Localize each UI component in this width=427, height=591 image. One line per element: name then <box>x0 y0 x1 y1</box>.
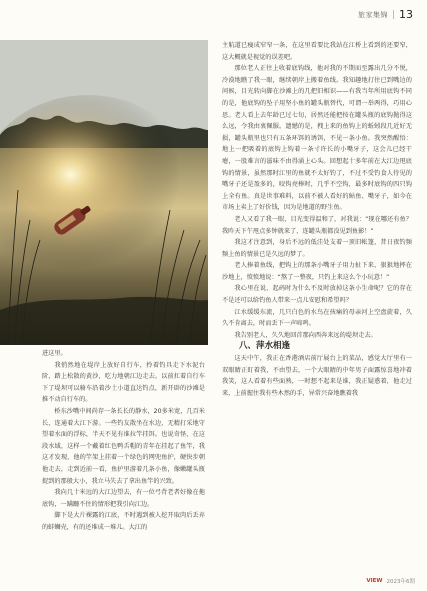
paragraph: 老人又看了我一眼，目光变得温和了，对我说：“现在哪还有鱼？我昨天下午甩点多钟就来了，连罐头瓶都没见到鱼影！” <box>222 215 412 235</box>
page-footer <box>366 577 415 585</box>
section-heading: 八、萍水相逢 <box>239 341 291 352</box>
page-header <box>358 8 413 21</box>
paragraph: 这天中午，我正在香港酒店前厅展台上的菜品，感觉大厅里有一双眼睛正盯着我，不由望去，一个大眼睛的中年男子面露惊喜地冲着我笑，这人看着有些面熟，一时想不起来是谁，我正疑惑着，他走过来，上前握住我有些木然的手，异常兴奋地瞧着我 <box>222 355 412 397</box>
issue-label: 2023年6期 <box>386 579 415 585</box>
river-sunset-photo <box>0 40 208 345</box>
paragraph: 我向几十米远的大江边望去，有一位弓背老者好像在拖底钩，一蹒跚不住的情形把我引向江边。 <box>42 489 205 508</box>
paragraph: 我悄然地在堤岸上放好自行车，拎着钓具走下水泥台阶，踏上松散的黄沙，吃力地朝江边走去。以前扛着自行车下了堤坝可以骑车沿着沙土小道直达钓点，新开辟的沙滩是推不动自行车的。 <box>42 361 205 404</box>
paragraph: 脚下是大片裸露的江底，不时遇到被人挖开取肉后丢弃的蚌蛳壳，有的还堆成一堆儿。大江的 <box>42 512 205 531</box>
paragraph: 我告别老人，久久地回首那向西奔来远的堤坝走去。 <box>234 331 377 339</box>
paragraph: 老人捧着鱼线，把钩上的那条小嘴牙子用力扯下来，狠狠地摔在沙地上，愤愤地说：“熬了一整夜，只钓上来这么个小玩意！” <box>222 262 412 281</box>
paragraph: 那位老人正往上收着底钩线，他对我的不期而至露出几分不悦，冷漠地瞧了我一眼，继续朝岸上搬着鱼线。我知趣地打住已到嘴边的问候，目光转向脚在沙滩上的几把旧相识——有我当年所用底钩不同的是，他底钩的坠子用坚小鱼的罐头瓶替代，可谓一举两得，巧用心思。老人看上去年龄已过七旬，居然还能把按在罐头瓶的底钩抛得这么远，令我由衷佩服。遗憾的是，拽上来的鱼钩上的蚯蚓段几近好无损，罐头瓶里也只有五条环饵的诱饵，不见一条小鱼。我突然醒悟：地上一把吸着的底钩上钩着一条寸许长的小嘴牙子，这会儿已经干瘪，一股难言的滋味不由得涌上心头。回想起十多年前在大江边甩底钩的情景，虽然那时江里的鱼就不太好钓了，不过不受钓食人待见的嘴牙子还是盈多的，咬钩亮棒时，几乎不空钩，最多时底钩的四只钩上全有鱼。真是世事难料，以前不被人看好的鲇鱼、嘴牙子，如今在市场上卖上了好价钱，因为是地道的野生鱼。 <box>222 65 412 212</box>
magazine-logo: VIEW <box>366 578 383 584</box>
photo-illustration <box>0 40 208 345</box>
page-number: 13 <box>399 8 413 21</box>
section-name: 旅家集锦 <box>358 10 388 19</box>
paragraph: 我这才注意到，身后不远的低洼处支着一顶旧帐篷，昔日夜钓频频上鱼的情景已是久远的梦了。 <box>222 239 412 258</box>
paragraph: 主航道已瘦成窄窄一条，在这里看要比我站在江桥上看到的还要窄，这大概就是视觉的误差吧。 <box>222 42 412 61</box>
paragraph: 我心里在说，起码时为什么不及时放掉这条小生命呢？它的存在不是还可以给钓鱼人带来一点儿安慰和希望吗？ <box>222 285 412 305</box>
header-divider <box>393 10 394 19</box>
paragraph: 桥东沙嘴中间尚存一条长长的静水，20多米宽，几百米长，连通着大江下游。一些钓友散坐在水边，无精打采地守望着水面的浮标，半天不见有谁拉竿挂饵。也说奇怪，在这段水域，这样一个戴着红色鸭舌帽的青年在挂起了鱼竿，我这才发现，他的竿架上挂着一个绿色的网兜鱼护，硬快步朝他走去，走到近前一看，鱼护里游着几条小鱼，像嫩罐头瓶捉到的那般大小，我立马失去了拿出鱼竿的兴致。 <box>42 407 205 485</box>
left-text-column <box>42 348 205 534</box>
paragraph: 进这里。 <box>42 350 67 357</box>
right-text-column <box>222 40 412 399</box>
paragraph: 江水缓缓东流，几只白色的水鸟在孩痛的母亲河上空盘旋着，久久不肯离去，时而丢下一声啼鸣。 <box>222 308 412 328</box>
